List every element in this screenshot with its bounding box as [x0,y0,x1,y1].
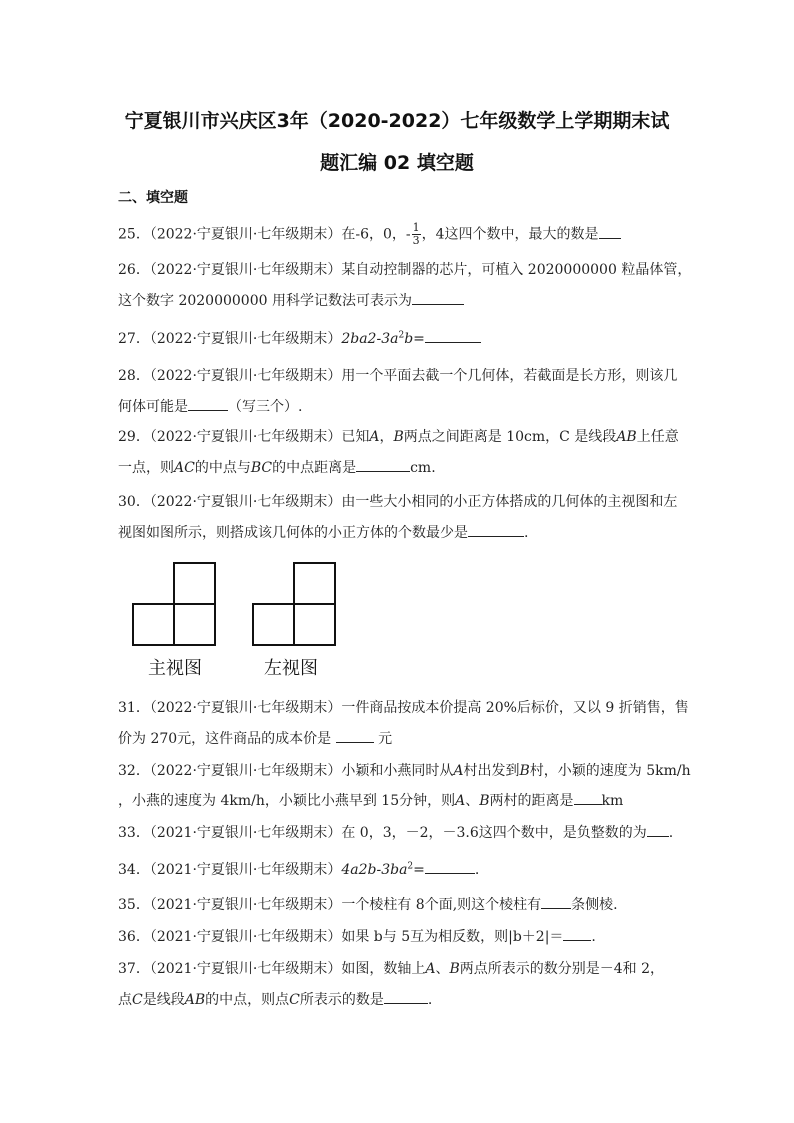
question-34: 34．（2021·宁夏银川·七年级期末）$4a2b-3ba^2=$ . [118,859,479,879]
question-32-line-2: ，小燕的速度为 4km/h，小颖比小燕早到 15分钟，则A、B两村的距离是 km [118,790,623,810]
answer-blank [384,989,428,1004]
question-28-line-2: 何体可能是 （写三个）. [118,396,302,416]
question-35: 35．（2021·宁夏银川·七年级期末）一个棱柱有 8个面,则这个棱柱有 条侧棱. [118,894,618,914]
answer-blank [647,822,669,837]
front-view-caption: 主视图 [148,658,202,679]
left-view-caption: 左视图 [264,658,318,679]
question-26-line-2: 这个数字 2020000000 用科学记数法可表示为 [118,290,464,310]
document-title-line-2: 题汇编 02 填空题 [320,152,474,174]
question-31-line-1: 31．（2022·宁夏银川·七年级期末）一件商品按成本价提高 20%后标价，又以 9 折销售，售 [118,700,689,716]
question-31-line-2: 价为 270元，这件商品的成本价是 元 [118,728,392,748]
answer-blank [599,224,621,239]
answer-blank [336,728,374,743]
left-view-figure [248,560,348,650]
fraction: $\frac{1}{3}$ [412,221,420,247]
section-heading: 二、填空题 [118,190,188,206]
question-30-line-1: 30．（2022·宁夏银川·七年级期末）由一些大小相同的小正方体搭成的几何体的主视图和左 [118,494,678,510]
answer-blank [574,790,602,805]
document-title-line-1: 宁夏银川市兴庆区3年（2020-2022）七年级数学上学期期末试 [124,110,670,132]
answer-blank [425,328,481,343]
question-36: 36．（2021·宁夏银川·七年级期末）如果 b与 5互为相反数，则|b＋2|＝ . [118,926,596,946]
question-30-line-2: 视图如图所示，则搭成该几何体的小正方体的个数最少是 . [118,522,528,542]
answer-blank [412,290,464,305]
question-27: 27．（2022·宁夏银川·七年级期末）$2ba2-3a^2b=$ [118,328,481,348]
question-25: 25．（2022·宁夏银川·七年级期末）在-6，0，- $\frac{1}{3}$ ，4这四个数中，最大的数是 [118,222,621,247]
answer-blank [425,859,475,874]
question-37-line-1: 37．（2021·宁夏银川·七年级期末）如图，数轴上A、B两点所表示的数分别是－4和 2， [118,961,665,977]
question-33: 33．（2021·宁夏银川·七年级期末）在 0，3，－2，－3.6这四个数中，是负整数的为 . [118,822,673,842]
question-29-line-2: 一点，则AC的中点与BC的中点距离是 cm. [118,457,436,477]
front-view-figure [128,560,228,650]
answer-blank [541,894,571,909]
answer-blank [356,457,410,472]
question-26-line-1: 26．（2022·宁夏银川·七年级期末）某自动控制器的芯片，可植入 2020000000 粒晶体管， [118,262,692,278]
question-28-line-1: 28．（2022·宁夏银川·七年级期末）用一个平面去截一个几何体，若截面是长方形，则该几 [118,368,678,384]
question-32-line-1: 32．（2022·宁夏银川·七年级期末）小颖和小燕同时从A村出发到B村，小颖的速度为 5km/h [118,763,691,779]
answer-blank [188,396,228,411]
answer-blank [563,926,591,941]
question-29-line-1: 29．（2022·宁夏银川·七年级期末）已知A，B两点之间距离是 10cm，C 是线段AB上任意 [118,429,679,445]
answer-blank [468,522,524,537]
question-37-line-2: 点C是线段AB的中点，则点C所表示的数是 . [118,989,432,1009]
